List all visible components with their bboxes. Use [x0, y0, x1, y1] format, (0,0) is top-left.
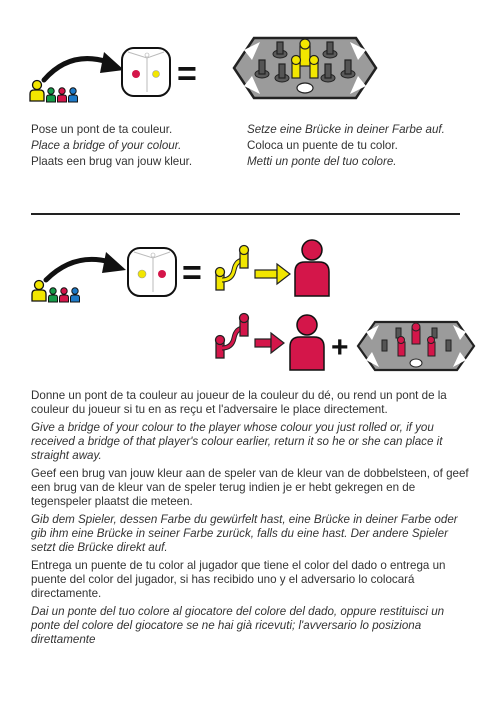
yellow-arrow-icon: [255, 264, 290, 284]
section-divider: [31, 213, 460, 215]
section2-text: [31, 389, 469, 651]
text-de: Setze eine Brücke in deiner Farbe auf.: [247, 123, 445, 136]
text-row: [31, 138, 451, 154]
curved-arrow-icon: [46, 252, 126, 280]
yellow-player-icon: [30, 81, 44, 102]
section1-text: [31, 122, 451, 170]
blue-player-icon: [69, 88, 78, 102]
green-player-icon: [49, 288, 58, 302]
red-player-icon: [60, 288, 69, 302]
equals-sign: =: [182, 254, 202, 292]
paragraph-fr: Donne un pont de ta couleur au joueur de la couleur du dé, ou rend un pont de la couleur du joueur si tu en as reçu et l'adversaire le place directement.: [31, 389, 447, 416]
text-es: Coloca un puente de tu color.: [247, 139, 398, 152]
section1-illustration: [0, 0, 500, 118]
red-arrow-icon: [255, 333, 284, 353]
paragraph-de: Gib dem Spieler, dessen Farbe du gewürfelt hast, eine Brücke in deiner Farbe oder gib ihm eine Brücke in seiner Farbe zurück, falls du eine hast. Der andere Spieler setzt die Brücke direkt auf.: [31, 513, 458, 554]
players-group-icon: [30, 81, 78, 103]
blue-player-icon: [71, 288, 80, 302]
game-board-icon: [234, 38, 376, 98]
paragraph-it: Dai un ponte del tuo colore al giocatore del colore del dado, oppure restituisci un ponte del colore del giocatore se ne hai già ricevuti; l'avversario lo posiziona direttamente: [31, 605, 445, 646]
equals-sign: =: [177, 55, 197, 93]
text-nl: Plaats een brug van jouw kleur.: [31, 155, 193, 168]
green-player-icon: [47, 88, 56, 102]
game-board-icon: [358, 322, 474, 370]
text-row: [31, 154, 451, 170]
die-icon: [122, 48, 170, 96]
red-bridge-icon: [216, 314, 249, 359]
yellow-bridge-icon: [216, 246, 249, 291]
players-group-icon: [32, 281, 80, 303]
red-player-icon: [295, 240, 329, 296]
curved-arrow-icon: [44, 52, 124, 80]
section2-illustration: [0, 230, 500, 380]
paragraph-en: Give a bridge of your colour to the player whose colour you just rolled or, if you received a bridge of that player's colour earlier, return it so he or she can place it straight away.: [31, 421, 443, 462]
die-icon: [128, 248, 176, 296]
paragraph-nl: Geef een brug van jouw kleur aan de speler van de kleur van de dobbelsteen, of geef een brug van de kleur van de speler terug indien je er hebt gekregen en de tegenspeler plaatst die meteen.: [31, 467, 469, 508]
text-it: Metti un ponte del tuo colore.: [247, 155, 397, 168]
red-player-icon: [290, 315, 324, 370]
text-row: [31, 122, 451, 138]
yellow-player-icon: [32, 281, 46, 302]
red-player-icon: [58, 88, 67, 102]
text-en: Place a bridge of your colour.: [31, 139, 182, 152]
text-fr: Pose un pont de ta couleur.: [31, 123, 173, 136]
paragraph-es: Entrega un puente de tu color al jugador que tiene el color del dado o entrega un puente del color del jugador, si has recibido uno y el adversario lo colocará directamente.: [31, 559, 446, 600]
plus-sign: +: [331, 331, 349, 364]
